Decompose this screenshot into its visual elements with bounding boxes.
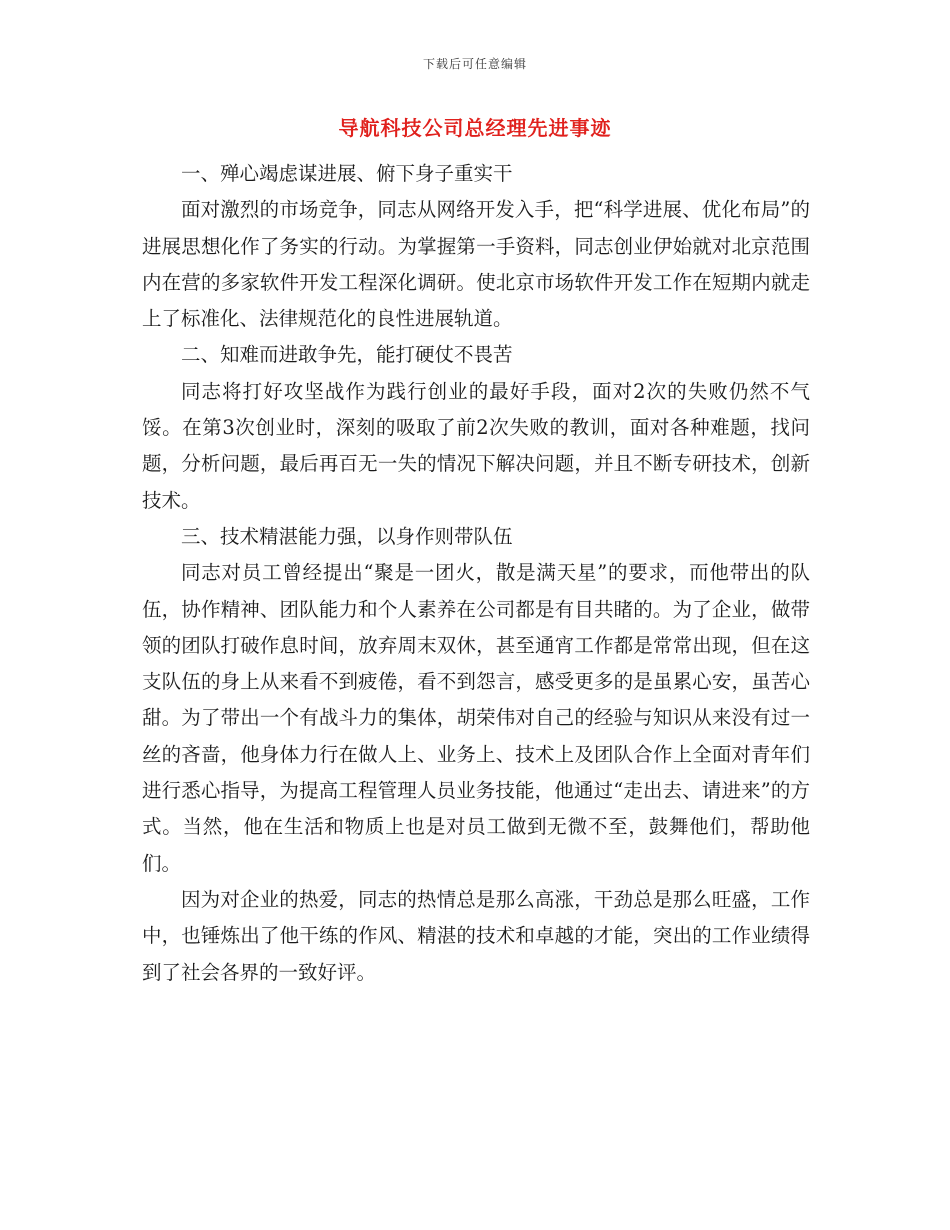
paragraph-4: 因为对企业的热爱，同志的热情总是那么高涨，干劲总是那么旺盛，工作中，也锤炼出了他干练的作风、精湛的技术和卓越的才能，突出的工作业绩得到了社会各界的一致好评。 [142, 887, 810, 984]
header-note: 下载后可任意编辑 [422, 57, 527, 71]
section-heading-3: 三、技术精湛能力强，以身作则带队伍 [181, 524, 513, 548]
document-body [142, 156, 810, 991]
paragraph-1: 面对激烈的市场竞争，同志从网络开发入手，把“科学进展、优化布局”的进展思想化作了务实的行动。为掌握第一手资料，同志创业伊始就对北京范围内在营的多家软件开发工程深化调研。使北京市场软件开发工作在短期内就走上了标准化、法律规范化的良性进展轨道。 [142, 198, 810, 331]
paragraph-3: 同志对员工曾经提出“聚是一团火，散是满天星”的要求，而他带出的队伍，协作精神、团队能力和个人素养在公司都是有目共睹的。为了企业，做带领的团队打破作息时间，放弃周末双休，甚至通宵工作都是常常出现，但在这支队伍的身上从来看不到疲倦，看不到怨言，感受更多的是虽累心安，虽苦心甜。为了带出一个有战斗力的集体，胡荣伟对自己的经验与知识从来没有过一丝的吝啬，他身体力行在做人上、业务上、技术上及团队合作上全面对青年们进行悉心指导，为提高工程管理人员业务技能，他通过“走出去、请进来”的方式。当然，他在生活和物质上也是对员工做到无微不至，鼓舞他们，帮助他们。 [142, 561, 810, 875]
section-heading-2: 二、知难而进敢争先，能打硬仗不畏苦 [181, 343, 513, 367]
document-title: 导航科技公司总经理先进事迹 [338, 116, 612, 140]
section-heading-1: 一、殚心竭虑谋进展、俯下身子重实干 [181, 162, 513, 185]
paragraph-2: 同志将打好攻坚战作为践行创业的最好手段，面对2次的失败仍然不气馁。在第3次创业时，深刻的吸取了前2次失败的教训，面对各种难题，找问题，分析问题，最后再百无一失的情况下解决问题，并且不断专研技术，创新技术。 [142, 379, 810, 512]
